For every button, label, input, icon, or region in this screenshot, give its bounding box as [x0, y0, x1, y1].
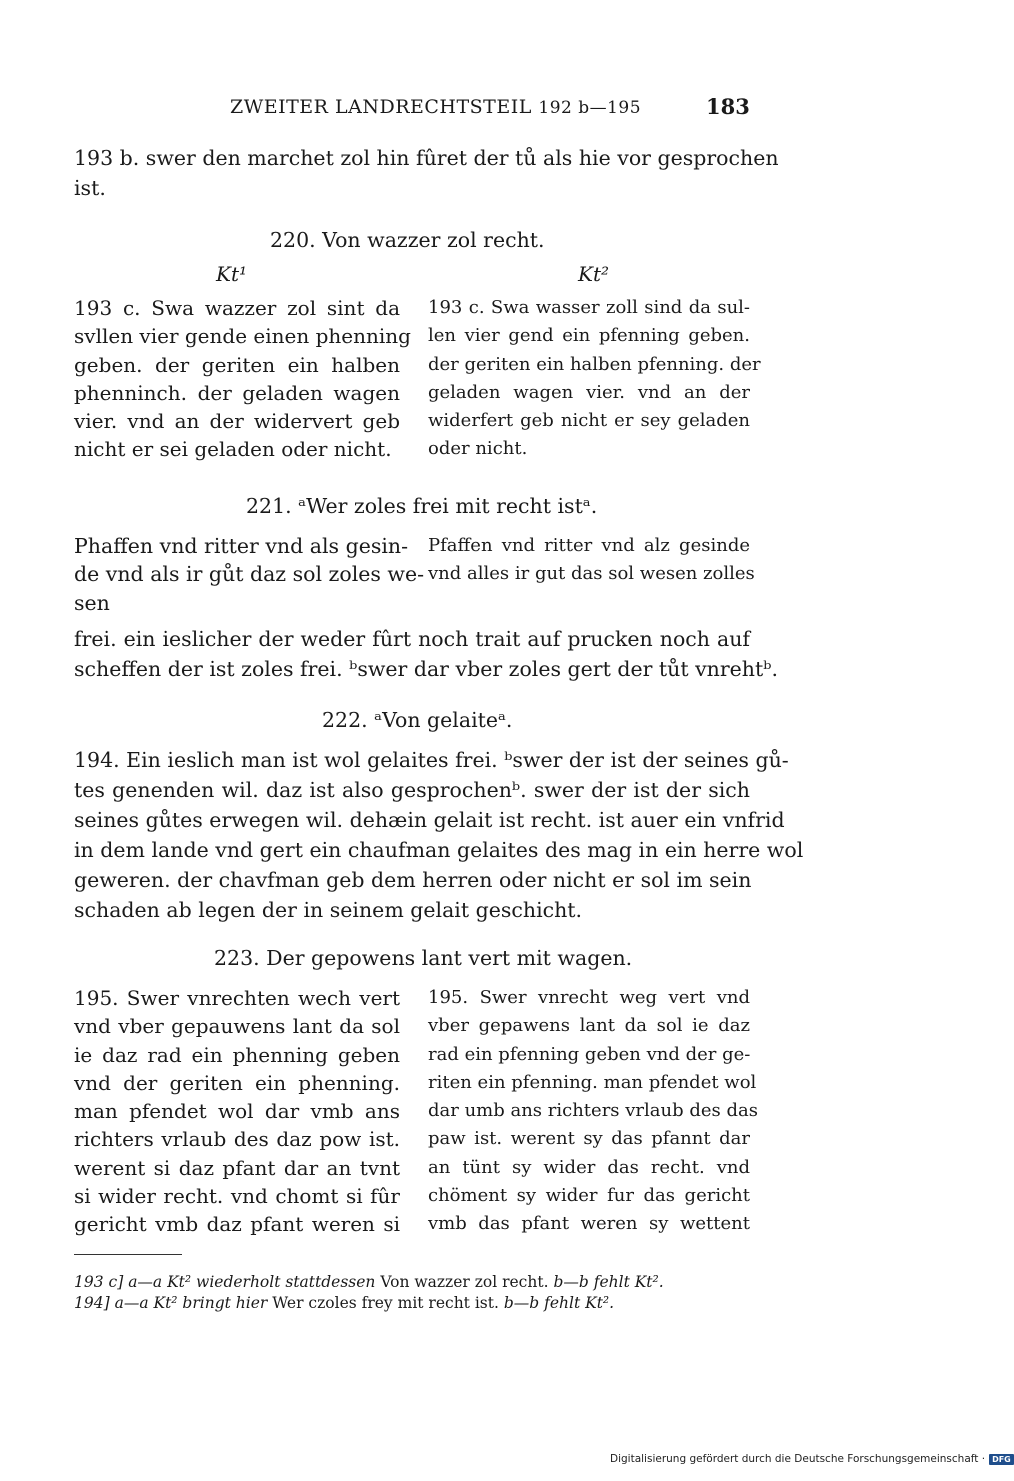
footnote-ref: 193 c]: [74, 1273, 124, 1291]
text-line: vnd der geriten ein phenning.: [74, 1070, 400, 1095]
column-left-223: [74, 984, 400, 1239]
footnote-ref: 194]: [74, 1294, 110, 1312]
text-line: scheffen der ist zoles frei. ᵇswer dar vber zoles gert der tůt vnrehtᵇ.: [74, 657, 778, 681]
text-line: richters vrlaub des daz pow ist.: [74, 1127, 400, 1152]
text-line: geweren. der chavfman geb dem herren oder nicht er sol im sein: [74, 868, 752, 892]
text-line: 194. Ein ieslich man ist wol gelaites frei. ᵇswer der ist der seines gů-: [74, 748, 789, 772]
page-number: 183: [706, 94, 750, 119]
paragraph-221-continuation: [74, 624, 778, 684]
column-right-221: [428, 532, 755, 589]
footnote-a-text: Von wazzer zol recht.: [380, 1273, 549, 1291]
text-line: oder nicht.: [428, 438, 528, 460]
text-line: 193 c. Swa wazzer zol sint da: [74, 296, 400, 320]
text-line: seines gůtes erwegen wil. dehæin gelait ist recht. ist auer ein vnfrid: [74, 808, 785, 832]
section-heading-223: 223. Der gepowens lant vert mit wagen.: [214, 946, 633, 970]
text-line: tes genenden wil. daz ist also gesprochenᵇ. swer der ist der sich: [74, 778, 750, 802]
dfg-logo-icon: DFG: [989, 1454, 1014, 1465]
text-line: paw ist. werent sy das pfannt dar: [428, 1128, 750, 1150]
column-head-kt2: Kt²: [578, 262, 609, 286]
running-header: [230, 96, 641, 118]
footnote-rule: [74, 1254, 182, 1255]
text-line: ist.: [74, 176, 106, 200]
text-line: 195. Swer vnrecht weg vert vnd: [428, 987, 750, 1008]
text-line: geladen wagen vier. vnd an der: [428, 381, 750, 403]
text-line: phenninch. der geladen wagen: [74, 380, 400, 405]
text-line: vmb das pfant weren sy wettent: [428, 1213, 750, 1235]
credit-text: Digitalisierung gefördert durch die Deutsche Forschungsgemeinschaft ·: [610, 1453, 986, 1465]
text-line: frei. ein ieslicher der weder fûrt noch trait auf prucken noch auf: [74, 627, 750, 651]
text-line: werent si daz pfant dar an tvnt: [74, 1155, 400, 1180]
text-line: len vier gend ein pfenning geben.: [428, 325, 750, 347]
text-line: rad ein pfenning geben vnd der ge-: [428, 1043, 751, 1065]
column-right-220: [428, 294, 761, 464]
text-line: de vnd als ir gůt daz sol zoles we-: [74, 562, 425, 587]
text-line: man pfendet wol dar vmb ans: [74, 1099, 400, 1124]
section-heading-221: 221. ᵃWer zoles frei mit recht istᵃ.: [246, 494, 598, 518]
text-line: 195. Swer vnrechten wech vert: [74, 986, 400, 1010]
column-head-kt1: Kt¹: [216, 262, 247, 286]
footnote-b-note: b—b fehlt Kt².: [503, 1294, 615, 1312]
text-line: dar umb ans richters vrlaub des das: [428, 1100, 758, 1122]
text-line: vier. vnd an der widervert geb: [74, 409, 400, 434]
text-line: vber gepawens lant da sol ie daz: [428, 1015, 750, 1037]
footnote-193c: [74, 1272, 664, 1292]
footnote-a-note: a—a Kt² bringt hier: [114, 1294, 268, 1312]
text-line: nicht er sei geladen oder nicht.: [74, 437, 392, 462]
text-line: widerfert geb nicht er sey geladen: [428, 410, 750, 432]
paragraph-193b: [74, 143, 779, 203]
text-line: 193 c. Swa wasser zoll sind da sul-: [428, 297, 750, 318]
text-line: gericht vmb daz pfant weren si: [74, 1212, 400, 1237]
text-line: in dem lande vnd gert ein chaufman gelaites des mag in ein herre wol: [74, 838, 804, 862]
text-line: geben. der geriten ein halben: [74, 352, 400, 377]
digitization-credit: [610, 1453, 1014, 1465]
running-range: 192 b—195: [538, 98, 642, 118]
footnote-b-note: b—b fehlt Kt².: [553, 1273, 664, 1291]
column-left-220: [74, 294, 411, 464]
footnote-a-note: a—a Kt² wiederholt stattdessen: [128, 1273, 376, 1291]
text-line: riten ein pfenning. man pfendet wol: [428, 1071, 757, 1093]
text-line: vnd alles ir gut das sol wesen zolles: [428, 563, 755, 585]
text-line: schaden ab legen der in seinem gelait geschicht.: [74, 898, 583, 922]
text-line: 193 b. swer den marchet zol hin fûret der tů als hie vor gesprochen: [74, 146, 779, 170]
text-line: sen: [74, 590, 110, 615]
text-line: Pfaffen vnd ritter vnd alz gesinde: [428, 535, 750, 556]
text-line: Phaffen vnd ritter vnd als gesin-: [74, 534, 409, 558]
footnote-a-text: Wer czoles frey mit recht ist.: [272, 1294, 499, 1312]
text-line: an tünt sy wider das recht. vnd: [428, 1156, 750, 1178]
footnote-194: [74, 1293, 614, 1313]
paragraph-194: [74, 745, 804, 925]
text-line: ie daz rad ein phenning geben: [74, 1042, 400, 1067]
text-line: si wider recht. vnd chomt si fûr: [74, 1184, 400, 1209]
column-left-221: [74, 532, 425, 617]
text-line: der geriten ein halben pfenning. der: [428, 353, 761, 375]
section-heading-220: 220. Von wazzer zol recht.: [270, 228, 545, 252]
text-line: chöment sy wider fur das gericht: [428, 1185, 750, 1207]
text-line: vnd vber gepauwens lant da sol: [74, 1014, 400, 1039]
column-right-223: [428, 984, 758, 1239]
running-title: ZWEITER LANDRECHTSTEIL: [230, 96, 532, 118]
section-heading-222: 222. ᵃVon gelaiteᵃ.: [322, 708, 513, 732]
text-line: svllen vier gende einen phenning: [74, 324, 411, 349]
